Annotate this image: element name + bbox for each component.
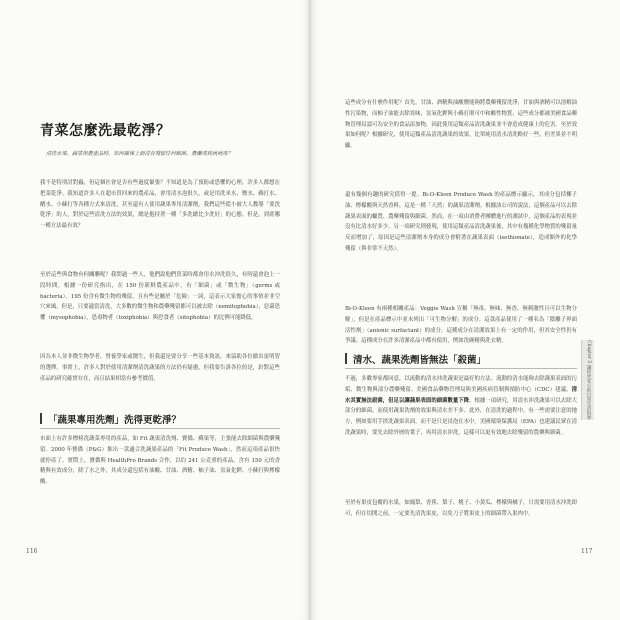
section-2-paragraph (345, 374, 577, 494)
right-paragraph-3: Bi-O-Kleen 有兩種相關產品：Veggie Wash 宣稱「無毒、無味、無香、無刺激性且可以生物分解」，但是在產品標示中並未列出「可生物分解」的成分。這款產品使用了一種名為「陰離子界面活性劑」（anionic surfactant）的成分，這種成分在清潔效果上有一定的作用，但其安全性仍有爭議。這種成分在許多清潔產品中都有使用，例如洗碗精與洗衣精。 (345, 306, 577, 345)
section-heading-2-text: 清水、蔬果洗劑皆無法「殺菌」 (353, 355, 487, 366)
section-2-paragraph-c: 至於有果皮包覆的水果，如鳳梨、香蕉、梨子、桃子、小黃瓜、檸檬與橘子，只需要用清水沖洗即可，但在切開之前，一定要先清洗果皮，以免刀子將果皮上的細菌帶入果肉中。 (345, 500, 577, 517)
section-2-text-a: 不過，多數專家都同意，以流動的清水沖洗蔬果是最好的方法。流動的清水能夠去除蔬果表面的污垢、微生物與部分農藥殘留。美國食品藥物管理局與美國疾病管制與預防中心（CDC）建議， (345, 376, 577, 393)
left-page (0, 0, 309, 620)
paragraph-3: 因為本人並非微生物學者，營養學家或醫生，但我還是要分享一些基本資訊，來協助各位做出更明智的選擇。事實上，許多人對於使用清潔劑清洗蔬果的方法仍有疑慮，但我要告訴各位的是，針對這些產品的研究確實存在，而且結果相當有參考價值。 (40, 354, 280, 382)
chapter-title: 青菜怎麼洗最乾淨？ (40, 123, 171, 139)
right-paragraph-1: 這些成分有什麼作用呢？首先，甘油、酒精與油酸鹽能夠將農藥殘留洗淨，甘油與酒精可以溶解油性污染物，而柚子油能去除異味，氫氧化鉀與小蘇打則可中和酸性物質。這些成分都被美國食品藥物管理局認可為安全的食品添加物，因此使用這類產品清洗蔬果並不會造成健康上的危害。至於效果如何呢？根據研究，使用這類產品清洗蔬果的效果，比單純用清水清洗略好一些，但差異並不明顯。 (345, 100, 577, 150)
chapter-tab (581, 340, 594, 420)
chapter-tab-label: Chapter 5 讓你更安心的日常生活科學 (586, 340, 591, 420)
section-heading-1 (40, 412, 280, 426)
paragraph-2: 至於這些與食物有何關聯呢？我問過一些人，他們說他們買菜時都會用水沖洗很久，有時還會泡上一段時間。根據一份研究指出，在 150 份新鮮農產品中，有「細菌」或「微生物」（germs 或 bacteria），195 份含有微生物的殘留，且有些是屬於「危險」一詞，這表示大家擔心的事情並非空穴來風。但是，只要適當清洗，大多數的微生物和農藥殘留都可以被去除（nemitophobia），惡菌恐懼（mysophobia），恐毒物者（toxiphobia）與恐食者（sitophobia）的比例可能降低。 (40, 272, 280, 322)
right-paragraph-2: 還有幾個有趣的研究值得一提。Bi-O-Kleen Produce Wash 的產品標示顯示，其成分包括椰子油、檸檬酸與天然香料，這是一種「天然」的蔬果清潔劑。根據該公司的說法，這個產品可以去除蔬果表面的蠟質、農藥殘留與細菌。然而，在一項由消費者團體進行的測試中，這個產品的表現並沒有比清水好多少。另一項研究則發現，使用這類產品清洗蔬果後，其中有幾種化學物質的殘留量反而增加了，原因是這些清潔劑本身的成分會附著在蔬果表面（isethionate），造成額外的化學殘留（與非常不天然）。 (345, 192, 577, 252)
section-1-paragraph: 市面上有許多標榜洗蔬菜專用的產品，如 Fit 蔬果清洗劑、寶僑、蘇果等，主張能去除細菌與農藥殘留。2000 年寶僑（P&G）推出一款適合洗蔬果產品的「Fit Produce Wash」，然而這項產品很快就停產了。實際上，寶僑與 HealthPro Brands 合作，以約 241 公克重的產品，含有 150 元的香精與有效成分，除了水之外，其成分還包括有油酸、甘油、酒精、柚子油、氫氧化鉀、小蘇打與檸檬酸。 (40, 436, 280, 486)
paragraph-1: 我不是特別討對蟲，但這個社會是否有些過度緊張？不知道是為了預防或恐懼的心理，許多人都想在把菜乾淨。我知道許多人在超市買回來的農產品，會用清水泡很久，或是用洗米水、鹽水、蘇打水、醋水、小蘇打等各種方式來清洗，甚至還有人使用蔬果專用清潔劑。我們這些從小被大人教導「要洗乾淨」的人，對於這些清洗方法的效果，總是抱持著一種「多洗總比少洗好」的心態。但是，到底哪一種方法最有效？ (40, 180, 280, 230)
section-heading-1-text: 「蔬果專用洗劑」洗得更乾淨？ (48, 415, 182, 426)
section-marker-icon (40, 413, 42, 424)
chapter-subtitle: 清洗水果、蔬菜與農產品時，如何確保上面沒有殘留任何細菌、農藥或致病病毒？ (46, 151, 233, 157)
section-2-text-b: 。根據一項研究，用清水沖洗蔬果可以去除大部分的細菌，而使用蔬果洗劑的效果與清水差不多。此外，在清洗的過程中，有一些需要注意的地方，例如要用手搓洗蔬果表面，而不是只是浸泡在水中。美國環境保護局（EPA）也建議民眾在清洗蔬果時，要先去除外層的葉子，再用清水沖洗，這樣可以更有效地去除殘留的農藥與細菌。 (345, 397, 577, 436)
section-marker-icon (345, 353, 347, 364)
section-rule-1 (40, 428, 280, 429)
page-number-left: 116 (26, 548, 38, 555)
right-page (311, 0, 620, 620)
section-rule-2 (345, 368, 577, 369)
page-number-right: 117 (581, 548, 593, 555)
section-2-emphasis: 清水其實無法殺菌，但足以讓蔬果表面的細菌數量下降 (345, 386, 577, 404)
section-heading-2 (345, 352, 577, 366)
